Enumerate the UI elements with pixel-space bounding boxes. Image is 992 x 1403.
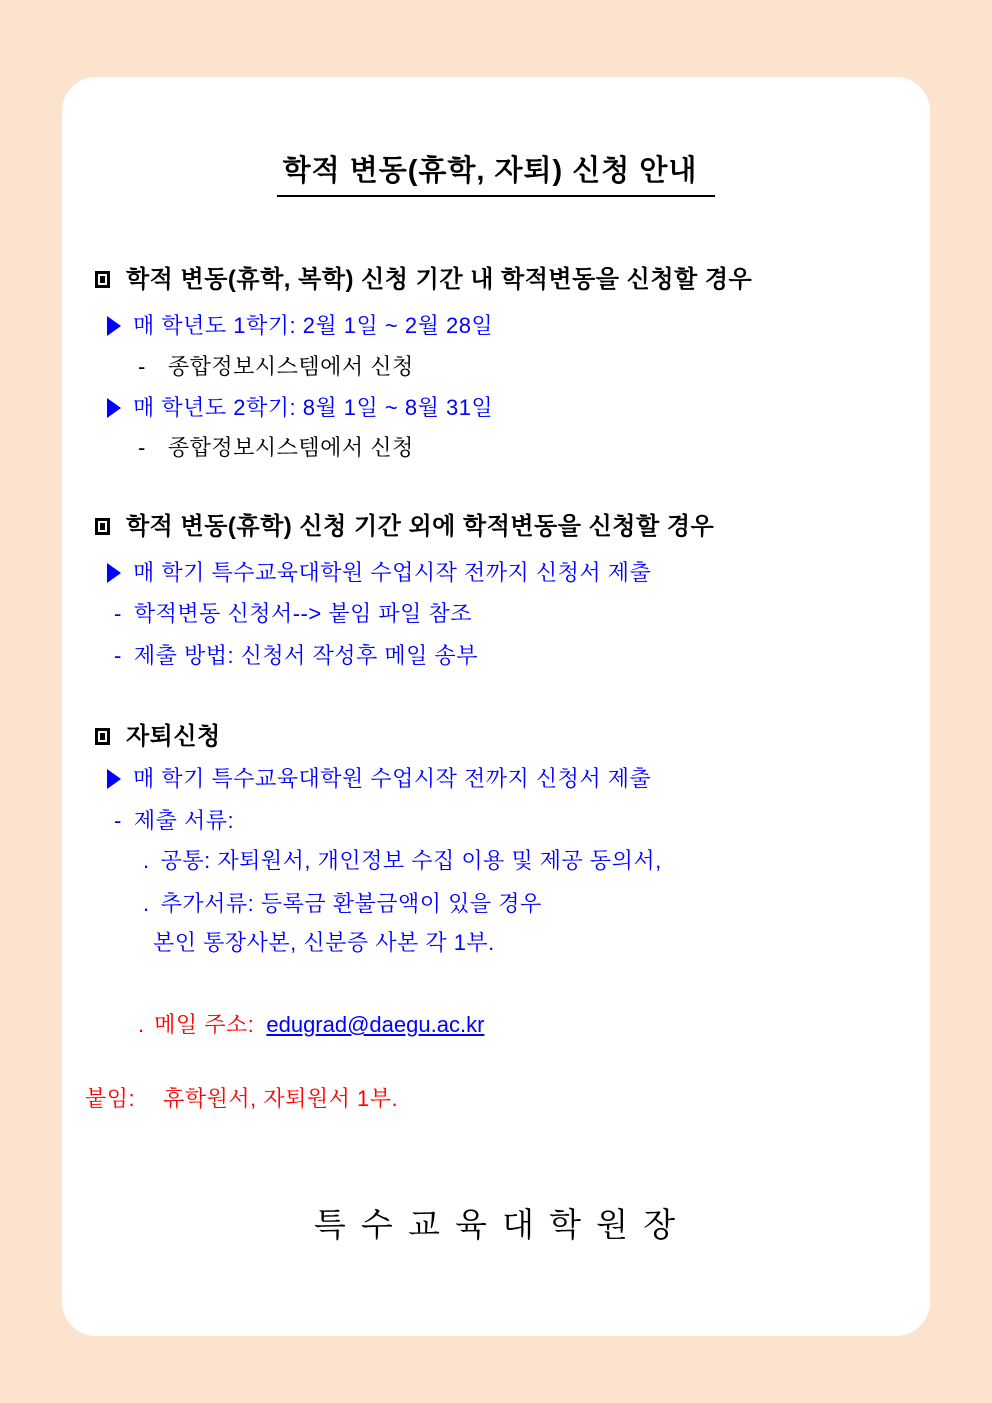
list-item	[143, 891, 542, 916]
signature: 특 수 교 육 대 학 원 장	[313, 1206, 679, 1243]
dot-bullet: .	[143, 891, 150, 916]
attachment-note	[85, 1086, 398, 1111]
dash-bullet: -	[138, 435, 146, 460]
list-item-text: 종합정보시스템에서 신청	[167, 354, 414, 379]
section-heading-1	[95, 266, 752, 294]
page-title-row	[62, 155, 930, 197]
dash-bullet: -	[114, 601, 122, 626]
section-heading-2	[95, 513, 714, 541]
dot-bullet: .	[143, 848, 150, 873]
page-title: 학적 변동(휴학, 자퇴) 신청 안내	[277, 155, 716, 197]
list-item-text: 추가서류: 등록금 환불금액이 있을 경우	[160, 891, 542, 916]
list-item-text: 제출 서류:	[133, 808, 235, 833]
attachment-text: 휴학원서, 자퇴원서 1부.	[163, 1086, 399, 1111]
list-item-text: 매 학년도 1학기: 2월 1일 ~ 2월 28일	[133, 313, 494, 338]
list-item	[107, 395, 493, 420]
list-item-text: 매 학기 특수교육대학원 수업시작 전까지 신청서 제출	[133, 560, 652, 585]
email-link[interactable]: edugrad@daegu.ac.kr	[266, 1012, 485, 1037]
list-item-text: 매 학기 특수교육대학원 수업시작 전까지 신청서 제출	[133, 766, 652, 791]
email-label: 메일 주소:	[154, 1012, 255, 1037]
dash-bullet: -	[114, 643, 122, 668]
list-item	[114, 601, 472, 626]
section-heading-text: 학적 변동(휴학) 신청 기간 외에 학적변동을 신청할 경우	[126, 513, 715, 540]
list-item-text: 종합정보시스템에서 신청	[167, 435, 414, 460]
dash-bullet: -	[138, 354, 146, 379]
section-heading-text: 자퇴신청	[126, 723, 221, 750]
list-item-text: 매 학년도 2학기: 8월 1일 ~ 8월 31일	[133, 395, 494, 420]
email-line	[138, 1012, 484, 1037]
dash-bullet: -	[114, 808, 122, 833]
list-item-text: 제출 방법: 신청서 작성후 메일 송부	[133, 643, 479, 668]
list-item-text: 공통: 자퇴원서, 개인정보 수집 이용 및 제공 동의서,	[160, 848, 662, 873]
arrow-bullet-icon	[107, 563, 121, 583]
notice-card	[62, 77, 930, 1336]
list-item-text: 학적변동 신청서--> 붙임 파일 참조	[133, 601, 473, 626]
list-item	[107, 313, 493, 338]
list-item	[107, 560, 651, 585]
list-item	[143, 848, 662, 873]
arrow-bullet-icon	[107, 769, 121, 789]
list-item	[114, 808, 234, 833]
list-item	[138, 435, 414, 460]
square-bullet-icon	[95, 728, 110, 745]
attachment-label: 붙임:	[85, 1086, 136, 1111]
list-item-text: 본인 통장사본, 신분증 사본 각 1부.	[153, 930, 495, 955]
section-heading-text: 학적 변동(휴학, 복학) 신청 기간 내 학적변동을 신청할 경우	[126, 266, 753, 293]
section-heading-3	[95, 723, 221, 751]
dot-bullet: .	[138, 1012, 145, 1037]
list-item	[114, 643, 478, 668]
arrow-bullet-icon	[107, 316, 121, 336]
list-item	[107, 766, 651, 791]
arrow-bullet-icon	[107, 398, 121, 418]
square-bullet-icon	[95, 271, 110, 288]
square-bullet-icon	[95, 518, 110, 535]
list-item-continuation	[153, 930, 495, 955]
list-item	[138, 354, 414, 379]
